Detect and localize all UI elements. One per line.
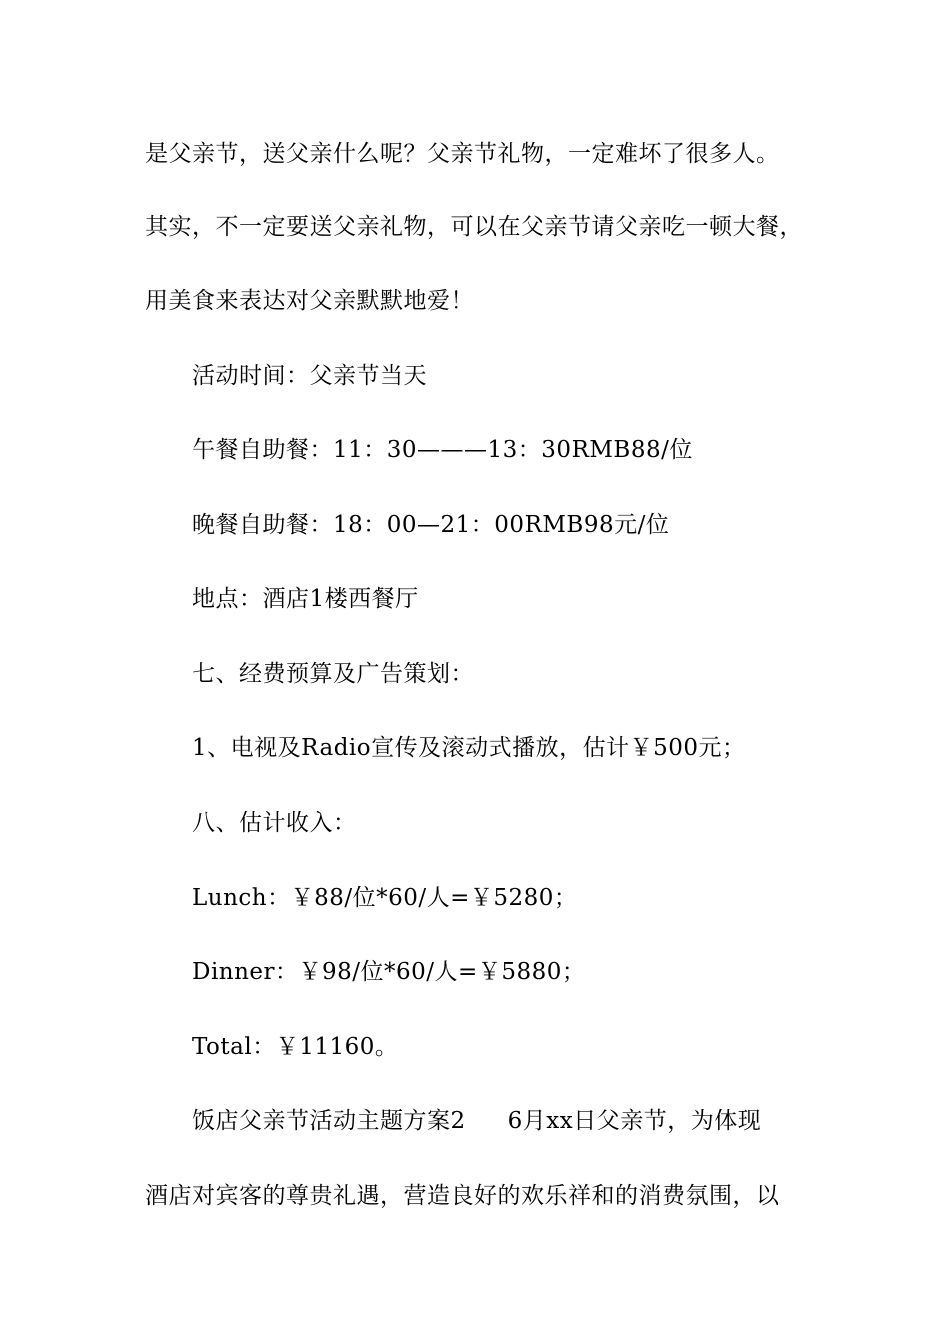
total-income-line: Total：￥11160。 (192, 1034, 399, 1060)
lunch-buffet-line: 午餐自助餐：11：30———13：30RMB88/位 (192, 437, 693, 463)
paragraph-line-3: 用美食来表达对父亲默默地爱！ (145, 288, 474, 314)
plan-title-line (192, 1106, 761, 1136)
paragraph-line-1: 是父亲节，送父亲什么呢？父亲节礼物，一定难坏了很多人。 (145, 141, 780, 167)
activity-time-line: 活动时间：父亲节当天 (192, 363, 427, 389)
section-heading-budget: 七、经费预算及广告策划： (192, 661, 474, 687)
lunch-income-line: Lunch：￥88/位*60/人=￥5280； (192, 885, 578, 911)
section-heading-income: 八、估计收入： (192, 810, 357, 836)
dinner-income-line: Dinner：￥98/位*60/人=￥5880； (192, 959, 586, 985)
paragraph-line-2: 其实，不一定要送父亲礼物，可以在父亲节请父亲吃一顿大餐， (145, 214, 803, 240)
plan-intro-start: 6月xx日父亲节，为体现 (507, 1108, 762, 1134)
dinner-buffet-line: 晚餐自助餐：18：00—21：00RMB98元/位 (192, 512, 670, 538)
paragraph-line-last: 酒店对宾客的尊贵礼遇，营造良好的欢乐祥和的消费氛围，以 (145, 1183, 780, 1209)
plan-title: 饭店父亲节活动主题方案2 (192, 1108, 466, 1134)
budget-item-line: 1、电视及Radio宣传及滚动式播放，估计￥500元； (192, 735, 746, 761)
location-line: 地点：酒店1楼西餐厅 (192, 586, 419, 612)
